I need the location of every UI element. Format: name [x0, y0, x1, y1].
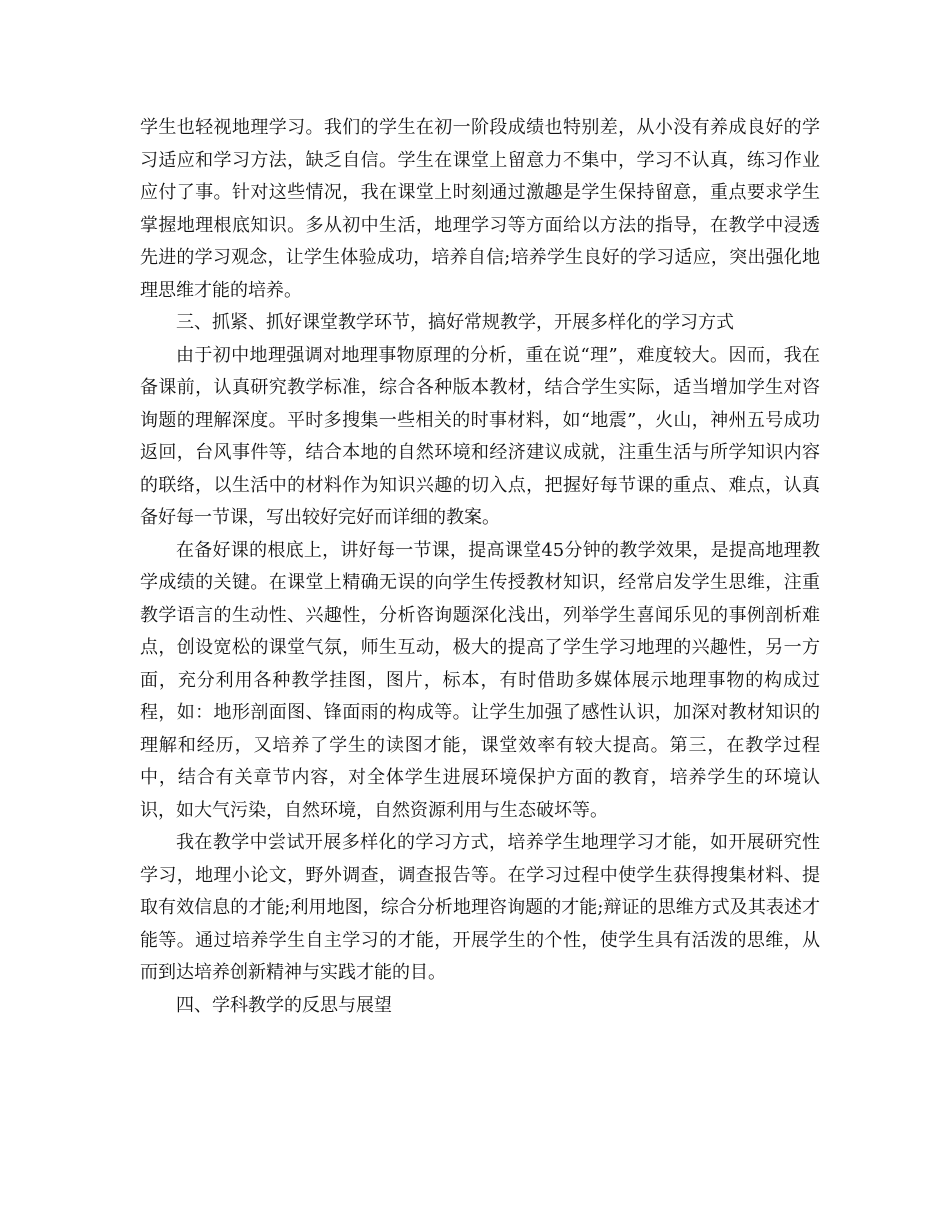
paragraph-lesson-preparation: 由于初中地理强调对地理事物原理的分析，重在说“理”，难度较大。因而，我在备课前，认真研究教学标准，综合各种版本教材，结合学生实际，适当增加学生对咨询题的理解深度。平时多搜集一些相关的时事材料，如“地震”，火山，神州五号成功返回，台风事件等，结合本地的自然环境和经济建议成就，注重生活与所学知识内容的联络，以生活中的材料作为知识兴趣的切入点，把握好每节课的重点、难点，认真备好每一节课，写出较好完好而详细的教案。 [140, 344, 820, 528]
paragraph-continuation: 学生也轻视地理学习。我们的学生在初一阶段成绩也特别差，从小没有养成良好的学习适应和学习方法，缺乏自信。学生在课堂上留意力不集中，学习不认真，练习作业应付了事。针对这些情况，我在课堂上时刻通过激趣是学生保持留意，重点要求学生掌握地理根底知识。多从初中生活，地理学习等方面给以方法的指导，在教学中浸透先进的学习观念，让学生体验成功，培养自信;培养学生良好的学习适应，突出强化地理思维才能的培养。 [140, 117, 820, 301]
section-heading-four: 四、学科教学的反思与展望 [176, 994, 392, 1016]
paragraph-learning-methods: 我在教学中尝试开展多样化的学习方式，培养学生地理学习才能，如开展研究性学习，地理小论文，野外调查，调查报告等。在学习过程中使学生获得搜集材料、提取有效信息的才能;利用地图，综合分析地理咨询题的才能;辩证的思维方式及其表述才能等。通过培养学生自主学习的才能，开展学生的个性，使学生具有活泼的思维，从而到达培养创新精神与实践才能的目。 [140, 832, 820, 983]
document-page [140, 112, 820, 1022]
section-heading-three: 三、抓紧、抓好课堂教学环节，搞好常规教学，开展多样化的学习方式 [176, 312, 734, 333]
paragraph-classroom-teaching: 在备好课的根底上，讲好每一节课，提高课堂45分钟的教学效果，是提高地理教学成绩的关键。在课堂上精确无误的向学生传授教材知识，经常启发学生思维，注重教学语言的生动性、兴趣性，分析咨询题深化浅出，列举学生喜闻乐见的事例剖析难点，创设宽松的课堂气氛，师生互动，极大的提高了学生学习地理的兴趣性，另一方面，充分利用各种教学挂图，图片，标本，有时借助多媒体展示地理事物的构成过程，如：地形剖面图、锋面雨的构成等。让学生加强了感性认识，加深对教材知识的理解和经历，又培养了学生的读图才能，课堂效率有较大提高。第三，在教学过程中，结合有关章节内容，对全体学生进展环境保护方面的教育，培养学生的环境认识，如大气污染，自然环境，自然资源利用与生态破坏等。 [140, 539, 820, 821]
